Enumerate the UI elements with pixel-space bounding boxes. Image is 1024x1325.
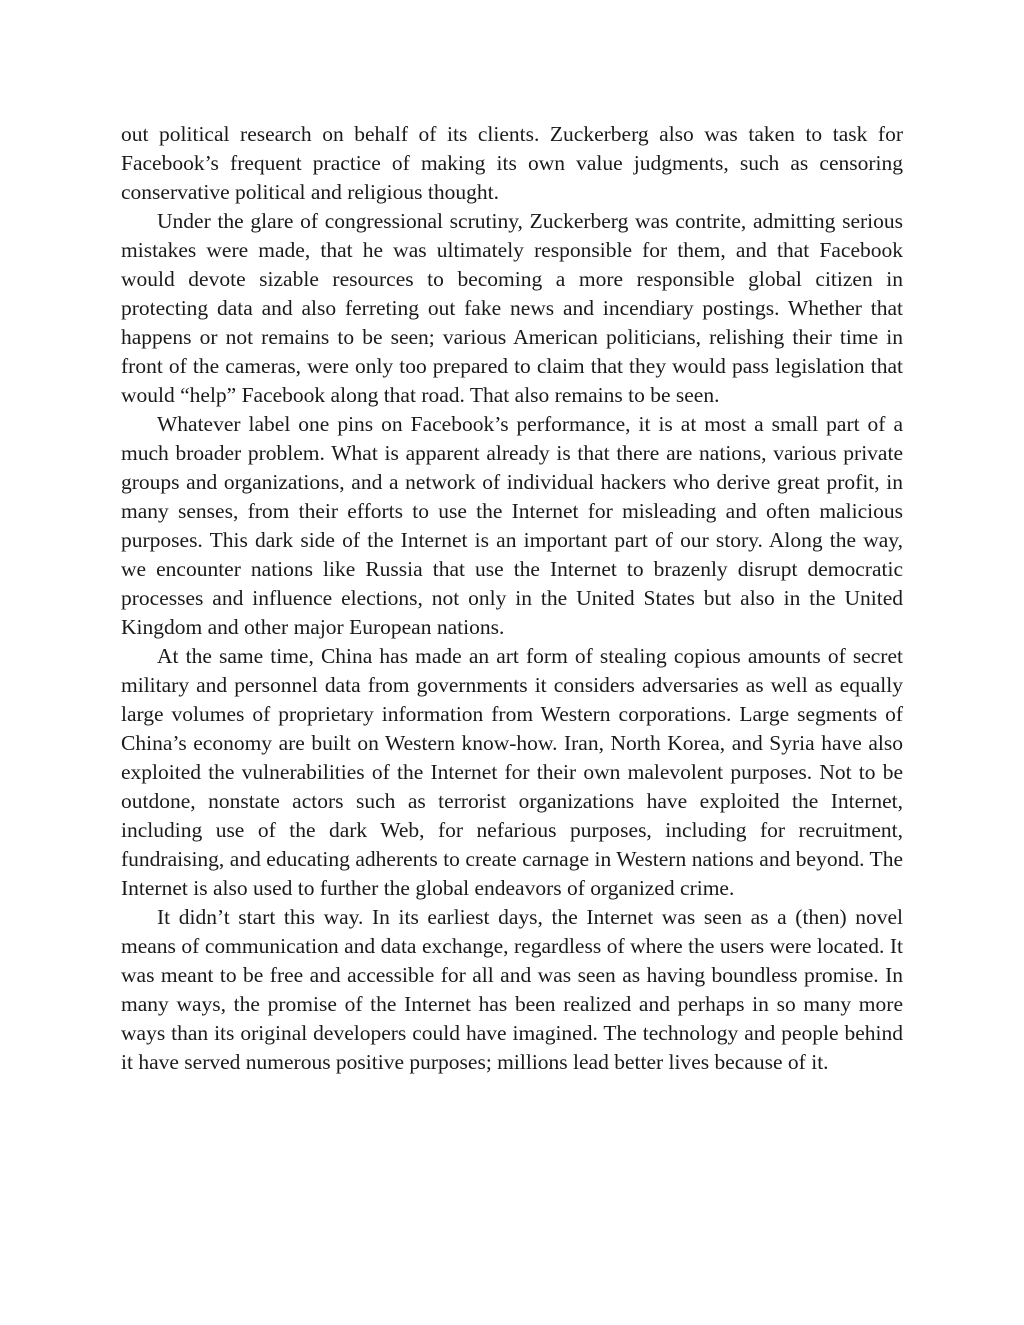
paragraph: Under the glare of congressional scrutiny, Zuckerberg was contrite, admitting serious mistakes were made, that he was ultimately responsible for them, and that Facebook would devote sizable resources to becoming a more responsible global citizen in protecting data and also ferreting out fake news and incendiary postings. Whether that happens or not remains to be seen; various American politicians, relishing their time in front of the cameras, were only too prepared to claim that they would pass legislation that would “help” Facebook along that road. That also remains to be seen.: [121, 209, 903, 407]
paragraph: It didn’t start this way. In its earliest days, the Internet was seen as a (then) novel means of communication and data exchange, regardless of where the users were located. It was meant to be free and accessible for all and was seen as having boundless promise. In many ways, the promise of the Internet has been realized and perhaps in so many more ways than its original developers could have imagined. The technology and people behind it have served numerous positive purposes; millions lead better lives because of it.: [121, 905, 903, 1074]
paragraph: At the same time, China has made an art form of stealing copious amounts of secret military and personnel data from governments it considers adversaries as well as equally large volumes of proprietary information from Western corporations. Large segments of China’s economy are built on Western know-how. Iran, North Korea, and Syria have also exploited the vulnerabilities of the Internet for their own malevolent purposes. Not to be outdone, nonstate actors such as terrorist organizations have exploited the Internet, including use of the dark Web, for nefarious purposes, including for recruitment, fundraising, and educating adherents to create carnage in Western nations and beyond. The Internet is also used to further the global endeavors of organized crime.: [121, 644, 903, 900]
paragraph-continuation: out political research on behalf of its clients. Zuckerberg also was taken to task for Facebook’s frequent practice of making its own value judgments, such as censoring conservative political and religious thought.: [121, 122, 903, 204]
paragraph: Whatever label one pins on Facebook’s performance, it is at most a small part of a much broader problem. What is apparent already is that there are nations, various private groups and organizations, and a network of individual hackers who derive great profit, in many senses, from their efforts to use the Internet for misleading and often malicious purposes. This dark side of the Internet is an important part of our story. Along the way, we encounter nations like Russia that use the Internet to brazenly disrupt democratic processes and influence elections, not only in the United States but also in the United Kingdom and other major European nations.: [121, 412, 903, 639]
document-page: [121, 120, 903, 1077]
